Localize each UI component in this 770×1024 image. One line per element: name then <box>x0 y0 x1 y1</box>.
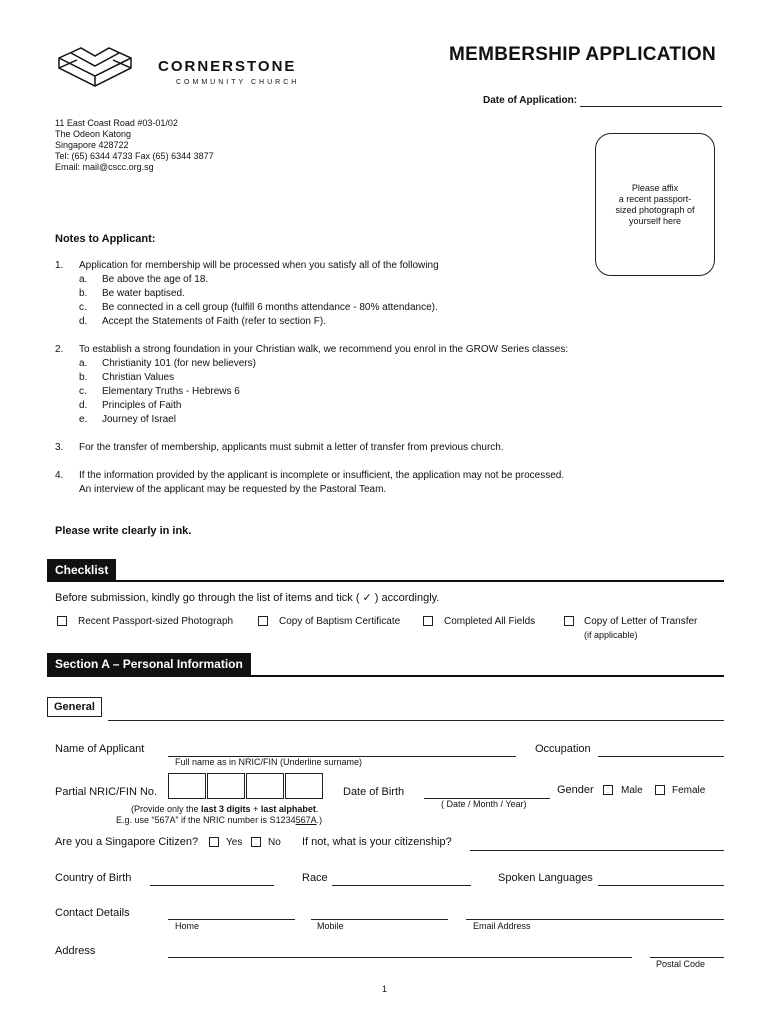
checklist-item-label: Copy of Letter of Transfer <box>584 616 698 627</box>
nric-example-text: .) <box>316 815 323 825</box>
checkbox-citizen-no[interactable] <box>251 837 261 847</box>
note-number: 2. <box>55 344 64 355</box>
checkbox-photograph[interactable] <box>57 616 67 626</box>
name-hint: Full name as in NRIC/FIN (Underline surname) <box>175 757 363 767</box>
cornerstone-logo-icon <box>55 44 135 90</box>
postal-code-label: Postal Code <box>656 959 706 969</box>
checkbox-completed-fields[interactable] <box>423 616 433 626</box>
nric-hint-text: . <box>315 804 319 814</box>
photo-instruction: sized photograph of <box>615 205 695 215</box>
sub-item: Accept the Statements of Faith (refer to section F). <box>102 316 326 327</box>
nric-example <box>116 815 322 825</box>
mobile-field[interactable] <box>311 919 448 920</box>
photo-instruction: Please affix <box>631 183 679 193</box>
photo-box[interactable] <box>595 133 715 276</box>
sub-item: Be connected in a cell group (fulfill 6 months attendance - 80% attendance). <box>102 302 438 313</box>
sub-item: Be above the age of 18. <box>102 274 209 285</box>
race-label: Race <box>302 872 328 884</box>
dob-hint: ( Date / Month / Year) <box>441 799 527 809</box>
note-number: 4. <box>55 470 64 481</box>
section-rule <box>47 580 724 582</box>
sub-letter: b. <box>79 288 88 299</box>
checklist-item-label: Copy of Baptism Certificate <box>279 616 401 627</box>
sub-item: Be water baptised. <box>102 288 185 299</box>
address-line: Tel: (65) 6344 4733 Fax (65) 6344 3877 <box>55 151 214 161</box>
occupation-field[interactable] <box>598 756 724 757</box>
dob-label: Date of Birth <box>343 786 405 798</box>
page-title: MEMBERSHIP APPLICATION <box>449 44 716 65</box>
nric-box[interactable] <box>168 773 206 799</box>
note-item-4-cont: An interview of the applicant may be requested by the Pastoral Team. <box>79 484 387 495</box>
sub-letter: d. <box>79 316 88 327</box>
home-label: Home <box>175 921 200 931</box>
notes-heading: Notes to Applicant: <box>55 233 156 245</box>
mobile-label: Mobile <box>317 921 344 931</box>
checklist-note: (if applicable) <box>584 630 638 640</box>
address-field[interactable] <box>168 957 632 958</box>
nric-hint-text: + <box>250 804 261 814</box>
nric-box[interactable] <box>285 773 323 799</box>
checkbox-female[interactable] <box>655 785 665 795</box>
contact-details-label: Contact Details <box>55 907 130 919</box>
note-item-2: To establish a strong foundation in your Christian walk, we recommend you enrol in the GROW Series classes: <box>79 344 569 355</box>
note-item-3: For the transfer of membership, applicants must submit a letter of transfer from previous church. <box>79 442 504 453</box>
nric-hint-bold: last alphabet <box>260 804 316 814</box>
date-of-application-label: Date of Application: <box>483 95 578 106</box>
citizen-question: Are you a Singapore Citizen? <box>55 836 199 848</box>
checkbox-baptism-certificate[interactable] <box>258 616 268 626</box>
occupation-label: Occupation <box>535 743 591 755</box>
note-number: 3. <box>55 442 64 453</box>
general-rule <box>108 720 724 721</box>
write-clearly-note: Please write clearly in ink. <box>55 525 192 537</box>
sub-item: Journey of Israel <box>102 414 176 425</box>
nric-hint-text: (Provide only the <box>131 804 202 814</box>
female-label: Female <box>672 785 706 796</box>
sub-letter: a. <box>79 274 88 285</box>
section-a-heading: Section A – Personal Information <box>47 653 251 675</box>
note-number: 1. <box>55 260 64 271</box>
checklist-heading: Checklist <box>47 559 116 581</box>
home-phone-field[interactable] <box>168 919 295 920</box>
address-label: Address <box>55 945 96 957</box>
country-of-birth-label: Country of Birth <box>55 872 132 884</box>
nric-box[interactable] <box>246 773 284 799</box>
postal-code-field[interactable] <box>650 957 724 958</box>
sub-item: Christian Values <box>102 372 175 383</box>
checklist-item-label: Completed All Fields <box>444 616 536 627</box>
sub-letter: c. <box>79 302 87 313</box>
gender-label: Gender <box>557 784 594 796</box>
logo-name: CORNERSTONE <box>158 58 297 75</box>
photo-instruction: a recent passport- <box>618 194 692 204</box>
sub-letter: d. <box>79 400 88 411</box>
male-label: Male <box>621 785 643 796</box>
date-of-application-field[interactable] <box>580 106 722 107</box>
sub-letter: a. <box>79 358 88 369</box>
note-item-1: Application for membership will be processed when you satisfy all of the following <box>79 260 439 271</box>
nric-box[interactable] <box>207 773 245 799</box>
yes-label: Yes <box>226 837 243 848</box>
citizenship-question: If not, what is your citizenship? <box>302 836 452 848</box>
nric-input-boxes[interactable] <box>168 773 324 799</box>
checkbox-citizen-yes[interactable] <box>209 837 219 847</box>
race-field[interactable] <box>332 885 471 886</box>
email-field[interactable] <box>466 919 724 920</box>
checkbox-male[interactable] <box>603 785 613 795</box>
sub-item: Principles of Faith <box>102 400 182 411</box>
note-item-4: If the information provided by the applicant is incomplete or insufficient, the application may not be processed. <box>79 470 565 481</box>
sub-item: Elementary Truths - Hebrews 6 <box>102 386 240 397</box>
church-address <box>55 118 214 173</box>
church-logo <box>55 44 135 90</box>
no-label: No <box>268 837 281 848</box>
logo-subtitle: COMMUNITY CHURCH <box>176 79 300 86</box>
country-of-birth-field[interactable] <box>150 885 274 886</box>
sub-letter: e. <box>79 414 88 425</box>
address-line: Email: mail@cscc.org.sg <box>55 162 154 172</box>
page-number: 1 <box>382 984 388 994</box>
address-line: Singapore 428722 <box>55 140 129 150</box>
checklist-instruction: Before submission, kindly go through the list of items and tick ( ✓ ) accordingly. <box>55 592 440 604</box>
citizenship-field[interactable] <box>470 850 724 851</box>
email-label: Email Address <box>473 921 531 931</box>
nric-example-text: E.g. use “567A” if the NRIC number is S1234 <box>116 815 296 825</box>
checkbox-letter-of-transfer[interactable] <box>564 616 574 626</box>
address-line: The Odeon Katong <box>55 129 132 139</box>
nric-example-underline: 567A <box>295 815 317 825</box>
nric-hint <box>131 804 318 814</box>
sub-item: Christianity 101 (for new believers) <box>102 358 256 369</box>
photo-instruction: yourself here <box>628 216 682 226</box>
general-subheading: General <box>47 697 102 717</box>
checklist-item-label: Recent Passport-sized Photograph <box>78 616 234 627</box>
nric-hint-bold: last 3 digits <box>201 804 251 814</box>
spoken-languages-field[interactable] <box>598 885 724 886</box>
sub-letter: c. <box>79 386 87 397</box>
spoken-languages-label: Spoken Languages <box>498 872 593 884</box>
name-label: Name of Applicant <box>55 743 145 755</box>
address-line: 11 East Coast Road #03-01/02 <box>55 118 178 128</box>
section-rule <box>47 675 724 677</box>
nric-label: Partial NRIC/FIN No. <box>55 786 158 798</box>
sub-letter: b. <box>79 372 88 383</box>
